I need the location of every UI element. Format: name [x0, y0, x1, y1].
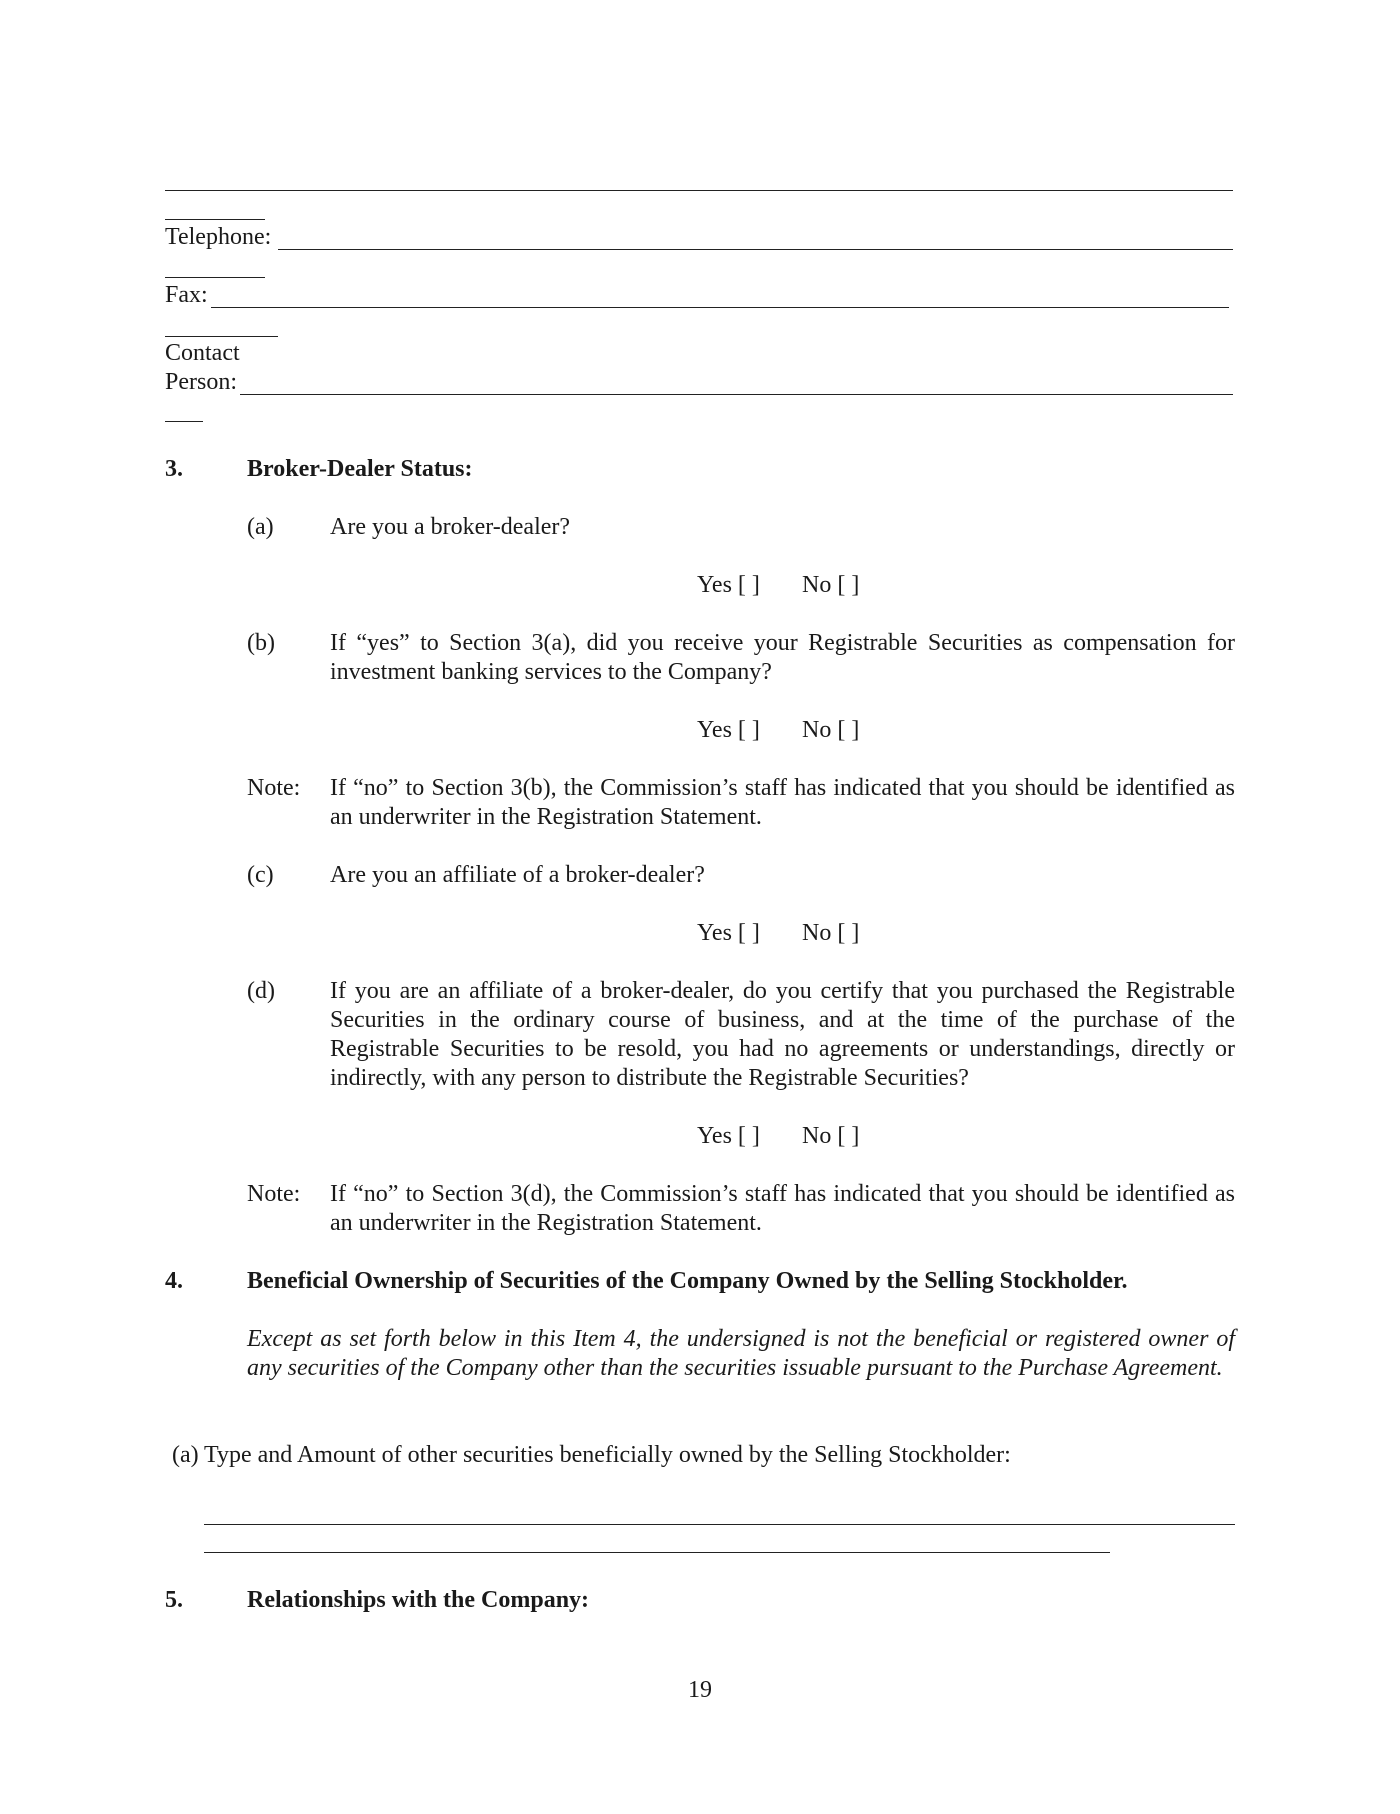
item-c-label: (c) [247, 862, 274, 888]
short-rule [165, 336, 278, 337]
item-d-text: If you are an affiliate of a broker-dealer, do you certify that you purchased the Registrable Securities in the ordinary course of business, and at the time of the purchase of the Registrable Securities to be resold, you had no agreements or understandings, directly or indirectly, with any person to distribute the Registrable Securities? [330, 978, 1235, 1091]
note2-text: If “no” to Section 3(d), the Commission’s staff has indicated that you should be identified as an underwriter in the Registration Statement. [330, 1181, 1235, 1236]
address-line-rule [165, 190, 1233, 191]
contact-person-label-line1: Contact [165, 340, 240, 366]
short-rule [165, 277, 265, 278]
item-c-no-checkbox[interactable]: No [ ] [802, 920, 860, 946]
fax-label: Fax: [165, 282, 208, 308]
section4-title: Beneficial Ownership of Securities of the Company Owned by the Selling Stockholder. [247, 1268, 1128, 1294]
note2-label: Note: [247, 1181, 301, 1207]
item-c-text: Are you an affiliate of a broker-dealer? [330, 862, 705, 888]
item-d-yes-checkbox[interactable]: Yes [ ] [697, 1123, 760, 1149]
page-number: 19 [688, 1677, 712, 1703]
item-c-yes-checkbox[interactable]: Yes [ ] [697, 920, 760, 946]
item-d-label: (d) [247, 978, 275, 1004]
securities-entry-field[interactable] [204, 1524, 1235, 1525]
note1-text: If “no” to Section 3(b), the Commission’s staff has indicated that you should be identified as an underwriter in the Registration Statement. [330, 775, 1235, 830]
note1-label: Note: [247, 775, 301, 801]
contact-person-label-line2: Person: [165, 369, 237, 395]
item-a-label: (a) [247, 514, 274, 540]
item-b-no-checkbox[interactable]: No [ ] [802, 717, 860, 743]
contact-person-field[interactable] [240, 394, 1233, 395]
telephone-label: Telephone: [165, 224, 272, 250]
section4-sub-text: Type and Amount of other securities beneficially owned by the Selling Stockholder: [204, 1442, 1011, 1468]
short-rule [165, 421, 203, 422]
telephone-field[interactable] [278, 249, 1233, 250]
section5-number: 5. [165, 1587, 183, 1613]
item-a-text: Are you a broker-dealer? [330, 514, 571, 540]
section4-number: 4. [165, 1268, 183, 1294]
section4-italic-text: Except as set forth below in this Item 4, the undersigned is not the beneficial or registered owner of any securities of the Company other than the securities issuable pursuant to the Purchase Agreement. [247, 1326, 1235, 1381]
fax-field[interactable] [211, 307, 1229, 308]
section3-title: Broker-Dealer Status: [247, 456, 473, 482]
item-d-no-checkbox[interactable]: No [ ] [802, 1123, 860, 1149]
item-a-no-checkbox[interactable]: No [ ] [802, 572, 860, 598]
item-a-yes-checkbox[interactable]: Yes [ ] [697, 572, 760, 598]
item-b-yes-checkbox[interactable]: Yes [ ] [697, 717, 760, 743]
short-rule [165, 219, 265, 220]
section3-number: 3. [165, 456, 183, 482]
item-b-label: (b) [247, 630, 275, 656]
securities-entry-field[interactable] [204, 1552, 1110, 1553]
section5-title: Relationships with the Company: [247, 1587, 590, 1613]
section4-sub-label: (a) [172, 1442, 199, 1468]
item-b-text: If “yes” to Section 3(a), did you receive your Registrable Securities as compensation for investment banking services to the Company? [330, 630, 1235, 685]
